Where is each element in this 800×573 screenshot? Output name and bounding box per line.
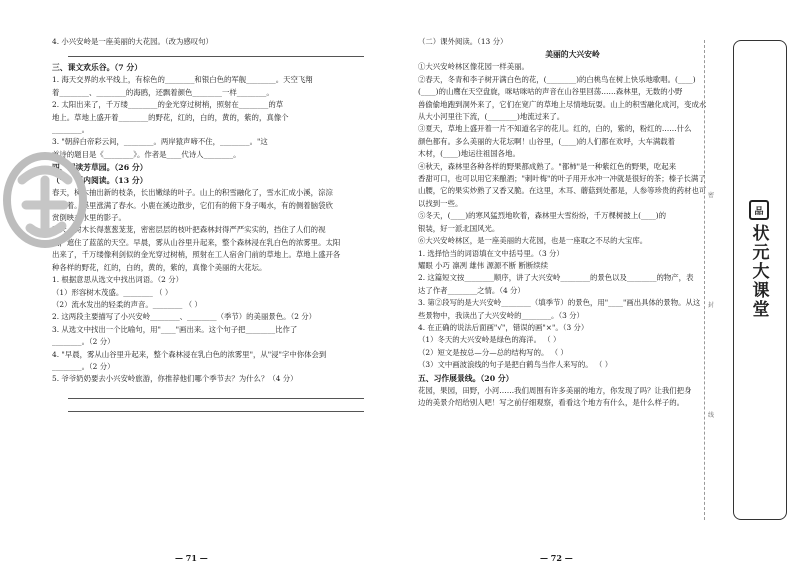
text-line: 4. 在正确的说法后面画"√"，错误的画"×"。（3 分） <box>418 322 589 332</box>
text-line: 5. 爷爷奶奶要去小兴安岭旅游，你推荐他们哪个季节去？为什么？（4 分） <box>52 374 298 384</box>
brand-logo <box>744 200 774 340</box>
text-line: 花园，果园，田野，小河……我们周围有许多美丽的地方，你发现了吗？让我们把身 <box>418 385 692 395</box>
section-heading: （二）课外阅读。（13 分） <box>418 37 508 46</box>
text-line: ________。（2 分） <box>52 337 115 347</box>
text-line: 3. 从选文中找出一个比喻句，用"____"画出来。这个句子把________比作了 <box>52 324 298 334</box>
text-line: ________。 <box>52 125 89 135</box>
text-line: 木材，(____)地运往祖国各地。 <box>418 149 520 159</box>
text-line: 赏倒映在水里的影子。 <box>52 213 126 223</box>
text-line: 出来了，千万缕像利剑似的金光穿过树梢，照射在工人宿舍门前的草地上。草地上盛开各 <box>52 250 341 260</box>
text-line: ⑥大兴安岭林区，是一座美丽的大花园，也是一座取之不尽的大宝库。 <box>418 236 648 246</box>
text-line: 耀眼 小巧 凛冽 雄伟 源源不断 断断续续 <box>418 260 548 270</box>
gutter-label: 密 <box>708 192 715 199</box>
text-line: 颜色都有。多么美丽的大花坛啊！山谷里，(____)的人们都在欢呼，大车满载着 <box>418 136 676 146</box>
text-line: 线，遮住了蓝蓝的天空。早晨，雾从山谷里升起来，整个森林浸在乳白色的浓雾里。太阳 <box>52 237 341 247</box>
text-line: 4. 小兴安岭是一座美丽的大花园。（改为感叹句） <box>52 37 213 46</box>
text-line: （1）形容树木茂盛。________ （ ） <box>52 287 173 297</box>
text-line: 夏天，树木长得葱葱茏茏，密密层层的枝叶把森林封得严严实实的，挡住了人们的视 <box>52 225 326 235</box>
text-line: 地上。草地上盛开着________的野花，红的，白的，黄的，紫的，真像个 <box>52 112 289 122</box>
text-line: 种各样的野花，红的，白的，黄的，紫的，真像个美丽的大花坛。 <box>52 262 267 272</box>
left-page-number: — 71 — <box>175 553 208 563</box>
binding-line <box>704 40 705 520</box>
text-line: 银装，好一派北国风光。 <box>418 223 500 233</box>
text-line: ⑤冬天，(____)的寒风猛烈地吹着，森林里大雪纷纷，千万棵树披上(____)的 <box>418 211 667 221</box>
brand-text: 状元大课堂 <box>748 224 769 319</box>
text-line: （2）流水发出的轻柔的声音。________ （ ） <box>52 299 202 309</box>
text-line: 2. 太阳出来了，千万缕________的金光穿过树梢，照射在________的草 <box>52 100 284 110</box>
text-line: ④秋天，森林里各种各样的野果都成熟了。"都柿"是一种紫红色的野果，吃起来 <box>418 161 677 171</box>
text-line: ①大兴安岭林区像花园一样美丽。 <box>418 62 529 72</box>
text-line: 1. 根据意思从选文中找出词语。（2 分） <box>52 275 184 285</box>
text-line: 从大小河里往下流，(________)地流过来了。 <box>418 112 565 122</box>
right-page <box>400 0 735 573</box>
right-page-number: — 72 — <box>540 553 573 563</box>
text-line: 2. 这两段主要描写了小兴安岭________、________（季节）的美丽景色。（2 分） <box>52 312 317 322</box>
text-line: 香甜可口，也可以用它来酿酒；"刺叶梅"的叶子用开水冲一冲就是很好的茶；榛子长满了 <box>418 174 706 184</box>
seal-watermark-icon <box>2 150 88 250</box>
text-line: 2. 这篇短文按________顺序，讲了大兴安岭________的景色以及________的物产，表 <box>418 273 694 283</box>
text-line: 兽偷偷地跑到洞外来了，它们在宽广的草地上尽情地玩耍。山上的积雪融化成河，变成水 <box>418 99 707 109</box>
section-heading: 三、课文欢乐谷。（7 分） <box>52 63 143 73</box>
text-line: 边的美景介绍给别人吧！写之前仔细观察，看看这个地方有什么，是什么样子的。 <box>418 397 685 407</box>
text-line: 春天，树木抽出新的枝条，长出嫩绿的叶子。山上的积雪融化了，雪水汇成小溪，淙淙 <box>52 188 333 198</box>
text-line: ②春天，冬青和李子树开满白色的花，(________)的白桃鸟在树上快乐地歌唱。(____) <box>418 74 696 84</box>
passage-title: 美丽的大兴安岭 <box>545 50 600 60</box>
text-line: 达了作者________之情。（4 分） <box>418 285 525 295</box>
answer-line <box>68 411 364 412</box>
text-line: ________。（2 分） <box>52 361 115 371</box>
answer-line <box>68 398 364 399</box>
section-heading: 五、习作展景线。（20 分） <box>418 373 514 383</box>
text-line: 4. "早晨，雾从山谷里升起来，整个森林浸在乳白色的浓雾里"，从"浸"字中你体会到 <box>52 349 327 359</box>
text-line: 地流着。溪里涨满了春水。小鹿在溪边散步，它们有的俯下身子喝水，有的侧着脑袋欣 <box>52 200 333 210</box>
text-line: 以找到一些。 <box>418 198 463 208</box>
text-line: 1. 海天交界的水平线上，有棕色的________和银白色的军舰________。天空飞翔 <box>52 75 313 85</box>
text-line: （3）文中画波浪线的句子是把白鹤鸟当作人来写的。 （ ） <box>418 360 613 370</box>
text-line: 3. 第②段写的是大兴安岭________（填季节）的景色，用"____"画出具体的景物。从这 <box>418 298 701 308</box>
text-line: (____)的山鹰在天空盘旋，咪咕咪咕的声音在山谷里回荡……森林里，无数的小野 <box>418 87 683 97</box>
gutter-label: 线 <box>708 412 715 419</box>
section-heading: （一）课内阅读。（13 分） <box>52 176 148 186</box>
text-line: 1. 选择恰当的词语填在文中括号里。（3 分） <box>418 248 564 258</box>
text-line: （2）短文是按总—分—总的结构写的。 （ ） <box>418 347 568 357</box>
text-line: （1）冬天的大兴安岭是绿色的海洋。 （ ） <box>418 335 561 345</box>
text-line: 首诗的题目是《________》。作者是____代诗人________。 <box>52 149 241 159</box>
left-page-content <box>52 36 370 412</box>
section-heading: 四、阅读芳草园。（26 分） <box>52 163 148 173</box>
text-line: 3. "朝辞白帝彩云间，________。两岸猿声啼不住，________。"这 <box>52 137 268 147</box>
text-line: 山腰，它的果实炒熟了又香又脆。在这里，木耳、蘑菇到处都是，人参等珍贵的药材也可 <box>418 186 707 196</box>
gutter-label: 封 <box>708 302 715 309</box>
answer-line <box>68 56 364 57</box>
text-line: 些景物中，我读出了大兴安岭的________。（3 分） <box>418 310 584 320</box>
text-line: 着________、________的海鸥，还飘着颜色________一样________。 <box>52 87 274 97</box>
text-line: ③夏天，草地上盛开着一片不知道名字的花儿。红的，白的，紫的，粉红的……什么 <box>418 124 692 134</box>
right-page-content <box>418 61 727 409</box>
brand-mark-icon: 品 <box>749 200 769 220</box>
